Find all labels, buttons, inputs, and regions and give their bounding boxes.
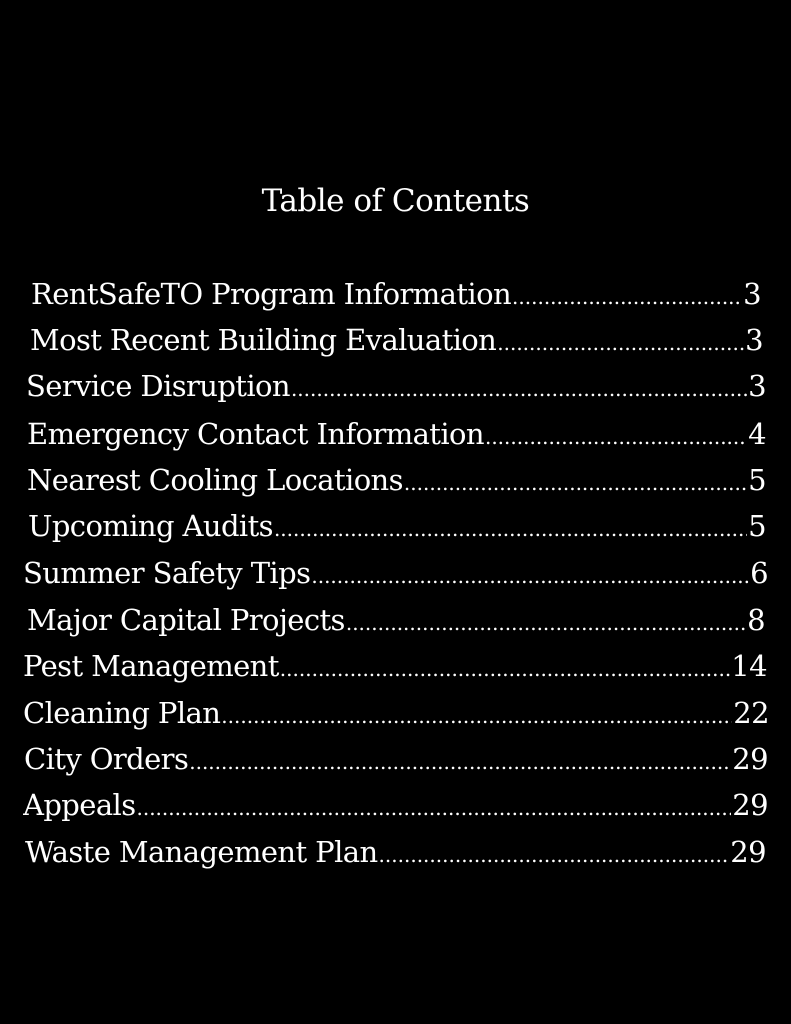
toc-entry-label: RentSafeTO Program Information <box>31 277 512 311</box>
toc-entry-page: 29 <box>732 788 768 822</box>
toc-entry-pest-management[interactable] <box>23 648 767 684</box>
toc-entry-label: Nearest Cooling Locations <box>27 463 403 497</box>
dot-leader <box>274 511 747 544</box>
page-title: Table of Contents <box>261 183 530 219</box>
toc-entry-label: Appeals <box>23 788 136 822</box>
toc-entry-upcoming-audits[interactable] <box>28 508 766 544</box>
toc-entry-label: Summer Safety Tips <box>23 556 311 590</box>
toc-entry-appeals[interactable] <box>23 787 768 823</box>
dot-leader <box>311 558 749 591</box>
dot-leader <box>346 605 746 638</box>
toc-entry-label: Waste Management Plan <box>25 835 378 869</box>
dot-leader <box>291 371 747 404</box>
toc-entry-rentsafeto-program-information[interactable] <box>31 276 761 312</box>
toc-entry-page: 5 <box>748 509 766 543</box>
toc-entry-label: City Orders <box>24 742 189 776</box>
dot-leader <box>136 790 731 823</box>
toc-entry-summer-safety-tips[interactable] <box>23 555 768 591</box>
toc-entry-waste-management-plan[interactable] <box>25 834 766 870</box>
toc-entry-page: 22 <box>733 696 769 730</box>
toc-entry-label: Cleaning Plan <box>23 696 221 730</box>
toc-entry-label: Most Recent Building Evaluation <box>30 323 497 357</box>
dot-leader <box>280 651 731 684</box>
toc-entry-label: Pest Management <box>23 649 279 683</box>
toc-entry-label: Major Capital Projects <box>27 603 345 637</box>
toc-entry-page: 8 <box>747 603 765 637</box>
toc-entry-label: Emergency Contact Information <box>27 417 484 451</box>
toc-entry-label: Upcoming Audits <box>28 509 273 543</box>
toc-entry-page: 14 <box>731 649 767 683</box>
dot-leader <box>512 279 742 312</box>
toc-entry-page: 4 <box>748 417 766 451</box>
toc-entry-page: 3 <box>745 323 763 357</box>
dot-leader <box>379 837 730 870</box>
toc-entry-emergency-contact-information[interactable] <box>27 416 766 452</box>
toc-entry-page: 3 <box>743 277 761 311</box>
dot-leader <box>404 465 747 498</box>
dot-leader <box>189 744 731 777</box>
toc-entry-city-orders[interactable] <box>24 741 768 777</box>
toc-entry-nearest-cooling-locations[interactable] <box>27 462 766 498</box>
dot-leader <box>221 698 732 731</box>
toc-entry-most-recent-building-evaluation[interactable] <box>30 322 763 358</box>
toc-entry-page: 5 <box>748 463 766 497</box>
toc-entry-page: 29 <box>732 742 768 776</box>
dot-leader <box>485 419 747 452</box>
toc-entry-cleaning-plan[interactable] <box>23 695 769 731</box>
toc-entry-major-capital-projects[interactable] <box>27 602 765 638</box>
toc-entry-service-disruption[interactable] <box>26 368 766 404</box>
toc-entry-label: Service Disruption <box>26 369 290 403</box>
toc-entry-page: 3 <box>748 369 766 403</box>
toc-entry-page: 6 <box>750 556 768 590</box>
toc-entry-page: 29 <box>730 835 766 869</box>
dot-leader <box>497 325 744 358</box>
